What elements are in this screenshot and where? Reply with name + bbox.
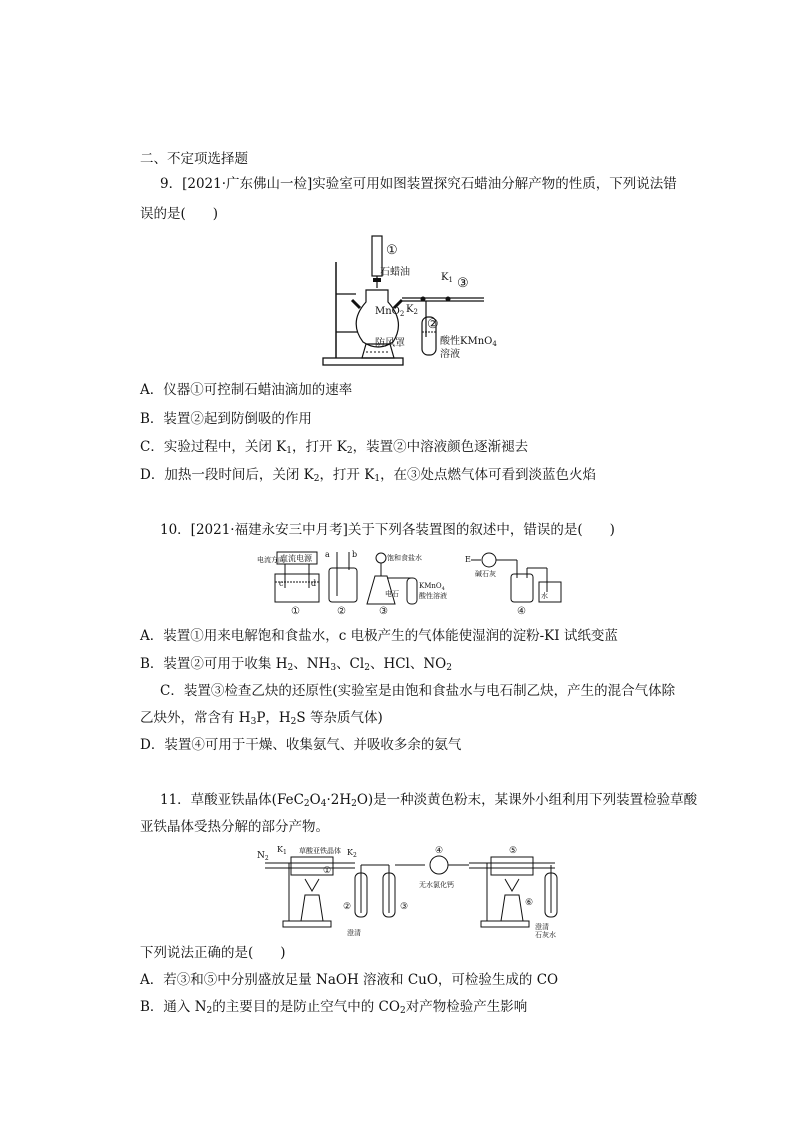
q11-label-1: ① [323,866,332,876]
q9-stem-line2: 误的是( ) [140,206,219,222]
q9-option-d: D．加热一段时间后，关闭 $K_2$，打开 $K_1$，在③处点燃气体可看到淡蓝色火焰 [140,467,597,484]
q10-label-jianshihui: 碱石灰 [475,570,496,578]
q10-option-c-line1: C．装置③检查乙炔的还原性(实验室是由饱和食盐水与电石制乙炔，产生的混合气体除 [160,683,676,699]
q11-label-3: ③ [400,902,409,912]
q10-label-baohe: 饱和食盐水 [387,554,422,562]
q11-label-caosuan: 草酸亚铁晶体 [299,847,341,855]
q11-label-chengqing-1: 澄清 [347,929,361,937]
q10-label-1: ① [291,606,300,617]
q9-stem-line1: 9．[2021·广东佛山一检]实验室可用如图装置探究石蜡油分解产物的性质，下列说法错 [160,176,677,192]
q11-label-k1: $K_1$ [277,845,287,856]
q9-label-3: ③ [457,276,469,291]
q10-label-c: c [279,579,284,588]
q10-label-3: ③ [379,606,388,617]
q10-label-d: d [311,579,317,588]
q11-label-5: ⑤ [509,846,518,856]
q11-stem-line1: 11．草酸亚铁晶体$(FeC_2O_4\cdot 2H_2O)$是一种淡黄色粉末，某课外小组利用下列装置检验草酸 [160,792,698,809]
q9-option-a: A．仪器①可控制石蜡油滴加的速率 [140,382,353,398]
q10-label-dianshi: 电石 [385,590,399,598]
q9-label-k2: $K_2$ [406,304,418,316]
q11-option-a: A．若③和⑤中分别盛放足量 NaOH 溶液和 CuO，可检验生成的 CO [140,972,559,988]
q10-option-b: B．装置②可用于收集 $H_2$、$NH_3$、$Cl_2$、HCl、$NO_2$ [140,656,452,673]
q10-label-b: b [352,550,358,559]
q10-label-suanxing: 酸性溶液 [419,592,447,600]
q10-label-current: 电流方向 [257,556,285,564]
q10-stem: 10．[2021·福建永安三中月考]关于下列各装置图的叙述中，错误的是( ) [160,522,615,538]
q11-label-shihuishui: 石灰水 [535,931,556,939]
q10-label-kmno4: KMnO$_4$ [419,582,445,592]
q10-apparatus-figure [255,548,565,622]
q11-label-chengqing-2: 澄清 [535,923,549,931]
q10-label-4: ④ [517,606,526,617]
q11-stem-line2: 亚铁晶体受热分解的部分产物。 [140,819,329,835]
q9-label-2: ② [427,317,439,332]
q9-label-kmno4: 酸性KMnO$_4$ [440,336,497,348]
q11-label-k2: $K_2$ [347,848,357,859]
q10-label-e: E [465,555,471,564]
q10-option-a: A．装置①用来电解饱和食盐水，c 电极产生的气体能使湿润的淀粉-KI 试纸变蓝 [140,628,618,644]
q11-apparatus-figure [255,843,565,942]
q10-label-2: ② [337,606,346,617]
q9-option-c: C．实验过程中，关闭 $K_1$，打开 $K_2$，装置②中溶液颜色逐渐褪去 [140,439,529,456]
q10-label-shui: 水 [541,592,548,600]
q10-option-d: D．装置④可用于干燥、收集氨气、并吸收多余的氨气 [140,737,462,753]
section-title: 二、不定项选择题 [140,151,248,167]
q10-label-a: a [325,550,330,559]
q9-apparatus-figure [318,232,497,376]
q10-label-power: 直流电源 [280,554,312,563]
q9-label-1: ① [386,243,398,258]
q9-label-rongye: 溶液 [440,349,460,360]
q9-label-mno2: MnO$_2$ [375,306,405,318]
q11-label-4: ④ [435,846,444,856]
q11-label-6: ⑥ [525,898,534,908]
q9-label-k1: $K_1$ [441,272,453,284]
q9-label-fangfeng: 防风罩 [375,338,405,349]
q11-label-wushui: 无水氯化钙 [419,881,454,889]
q11-option-b: B．通入 $N_2$的主要目的是防止空气中的 $CO_2$对产物检验产生影响 [140,999,528,1016]
q11-label-n2: $N_2$ [257,851,269,862]
q9-option-b: B．装置②起到防倒吸的作用 [140,411,312,427]
q11-ask: 下列说法正确的是( ) [140,945,286,961]
q11-label-2: ② [343,902,352,912]
q10-option-c-line2: 乙炔外，常含有 $H_3P$，$H_2S$ 等杂质气体) [140,710,383,727]
q9-label-shila: 石蜡油 [380,267,410,278]
